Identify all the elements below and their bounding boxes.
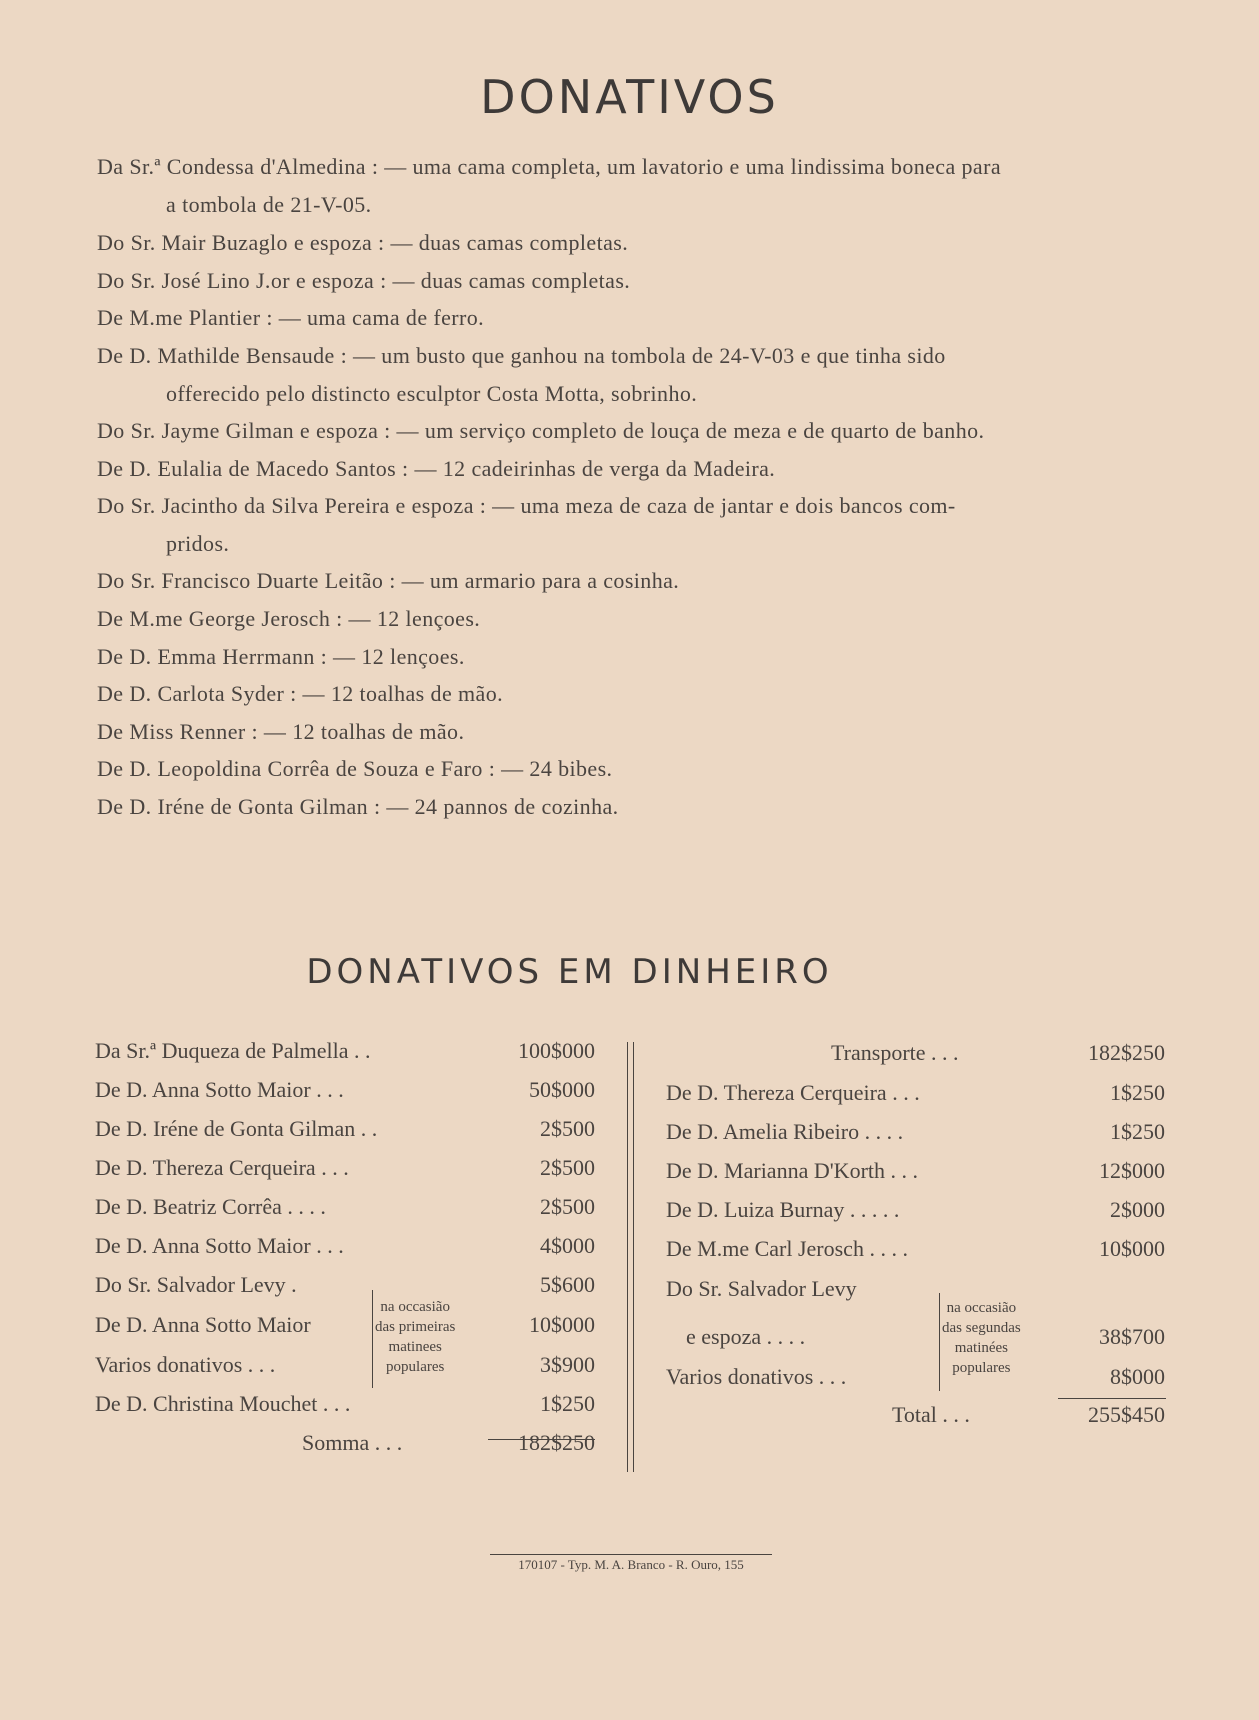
donation-amount: 10$000 bbox=[1099, 1236, 1165, 1261]
donation-line: De Miss Renner : — 12 toalhas de mão. bbox=[97, 719, 465, 744]
donation-amount: 1$250 bbox=[1110, 1080, 1165, 1105]
column-rule-2 bbox=[633, 1042, 634, 1472]
donation-line: Do Sr. Jayme Gilman e espoza : — um serviço completo de louça de meza e de quarto de banho. bbox=[97, 418, 985, 443]
donation-amount: 12$000 bbox=[1099, 1158, 1165, 1183]
printer-imprint: 170107 - Typ. M. A. Branco - R. Ouro, 155 bbox=[490, 1554, 772, 1573]
donation-line: Do Sr. Francisco Duarte Leitão : — um armario para a cosinha. bbox=[97, 568, 680, 593]
donation-amount: 50$000 bbox=[529, 1077, 595, 1102]
donation-line: pridos. bbox=[166, 531, 230, 556]
donor-name: De D. Thereza Cerqueira . . . bbox=[666, 1080, 920, 1105]
column-rule-1 bbox=[627, 1042, 628, 1472]
donor-name: De D. Anna Sotto Maior bbox=[95, 1312, 311, 1337]
donation-amount: 2$500 bbox=[540, 1155, 595, 1180]
donor-name: De D. Anna Sotto Maior . . . bbox=[95, 1077, 344, 1102]
section-title: DONATIVOS EM DINHEIRO bbox=[306, 952, 833, 992]
donor-name: Somma . . . bbox=[302, 1430, 403, 1455]
donation-line: De M.me Plantier : — uma cama de ferro. bbox=[97, 305, 485, 330]
donation-line: De D. Eulalia de Macedo Santos : — 12 cadeirinhas de verga da Madeira. bbox=[97, 456, 776, 481]
donor-name: De D. Amelia Ribeiro . . . . bbox=[666, 1119, 904, 1144]
donor-name: Do Sr. Salvador Levy bbox=[666, 1276, 857, 1301]
donation-amount: 1$250 bbox=[540, 1391, 595, 1416]
donation-amount: 8$000 bbox=[1110, 1364, 1165, 1389]
donor-name: Varios donativos . . . bbox=[666, 1364, 847, 1389]
donor-name: Varios donativos . . . bbox=[95, 1352, 276, 1377]
donation-amount: 3$900 bbox=[540, 1352, 595, 1377]
donor-name: De D. Anna Sotto Maior . . . bbox=[95, 1233, 344, 1258]
donation-line: Do Sr. Jacintho da Silva Pereira e espoza : — uma meza de caza de jantar e dois bancos com- bbox=[97, 493, 956, 518]
donation-amount: 10$000 bbox=[529, 1312, 595, 1337]
donation-line: De D. Emma Herrmann : — 12 lençoes. bbox=[97, 644, 465, 669]
donation-amount: 5$600 bbox=[540, 1272, 595, 1297]
right-brace-note: na occasião das segundas matinées populares bbox=[942, 1300, 1021, 1376]
donor-name: Da Sr.ª Duqueza de Palmella . . bbox=[95, 1038, 371, 1063]
donor-name: Do Sr. Salvador Levy . bbox=[95, 1272, 297, 1297]
donation-line: Do Sr. José Lino J.or e espoza : — duas camas completas. bbox=[97, 268, 631, 293]
right-brace bbox=[939, 1293, 940, 1391]
donor-name: De D. Christina Mouchet . . . bbox=[95, 1391, 351, 1416]
page-title: DONATIVOS bbox=[480, 70, 779, 124]
donor-name: Total . . . bbox=[892, 1402, 970, 1427]
right-total-rule bbox=[1058, 1398, 1166, 1399]
donor-name: De D. Iréne de Gonta Gilman . . bbox=[95, 1116, 378, 1141]
donation-amount: 38$700 bbox=[1099, 1324, 1165, 1349]
donation-amount: 2$500 bbox=[540, 1194, 595, 1219]
donation-amount: 4$000 bbox=[540, 1233, 595, 1258]
donor-name: De D. Beatriz Corrêa . . . . bbox=[95, 1194, 326, 1219]
donation-line: a tombola de 21-V-05. bbox=[166, 192, 372, 217]
donation-line: De D. Mathilde Bensaude : — um busto que ganhou na tombola de 24-V-03 e que tinha sido bbox=[97, 343, 946, 368]
donation-line: De D. Carlota Syder : — 12 toalhas de mão. bbox=[97, 681, 503, 706]
donation-line: De D. Leopoldina Corrêa de Souza e Faro : — 24 bibes. bbox=[97, 756, 613, 781]
donor-name: De D. Marianna D'Korth . . . bbox=[666, 1158, 919, 1183]
donation-amount: 1$250 bbox=[1110, 1119, 1165, 1144]
donor-name: De D. Thereza Cerqueira . . . bbox=[95, 1155, 349, 1180]
donor-name: De D. Luiza Burnay . . . . . bbox=[666, 1197, 900, 1222]
donation-amount: 2$000 bbox=[1110, 1197, 1165, 1222]
donation-amount: 100$000 bbox=[518, 1038, 595, 1063]
donation-line: Da Sr.ª Condessa d'Almedina : — uma cama completa, um lavatorio e uma lindissima boneca para bbox=[97, 154, 1001, 179]
donation-line: Do Sr. Mair Buzaglo e espoza : — duas camas completas. bbox=[97, 230, 629, 255]
donation-amount: 182$250 bbox=[1088, 1040, 1165, 1065]
donation-line: De M.me George Jerosch : — 12 lençoes. bbox=[97, 606, 481, 631]
donation-line: De D. Iréne de Gonta Gilman : — 24 pannos de cozinha. bbox=[97, 794, 619, 819]
left-sum-rule bbox=[488, 1439, 595, 1440]
donor-name: e espoza . . . . bbox=[686, 1324, 806, 1349]
donor-name: Transporte . . . bbox=[831, 1040, 959, 1065]
donor-name: De M.me Carl Jerosch . . . . bbox=[666, 1236, 908, 1261]
donation-line: offerecido pelo distincto esculptor Costa Motta, sobrinho. bbox=[166, 381, 698, 406]
donation-amount: 2$500 bbox=[540, 1116, 595, 1141]
donation-amount: 255$450 bbox=[1088, 1402, 1165, 1427]
left-brace-note: na occasião das primeiras matinees populares bbox=[375, 1299, 456, 1375]
donation-amount: 182$250 bbox=[518, 1430, 595, 1455]
left-brace bbox=[372, 1290, 373, 1388]
